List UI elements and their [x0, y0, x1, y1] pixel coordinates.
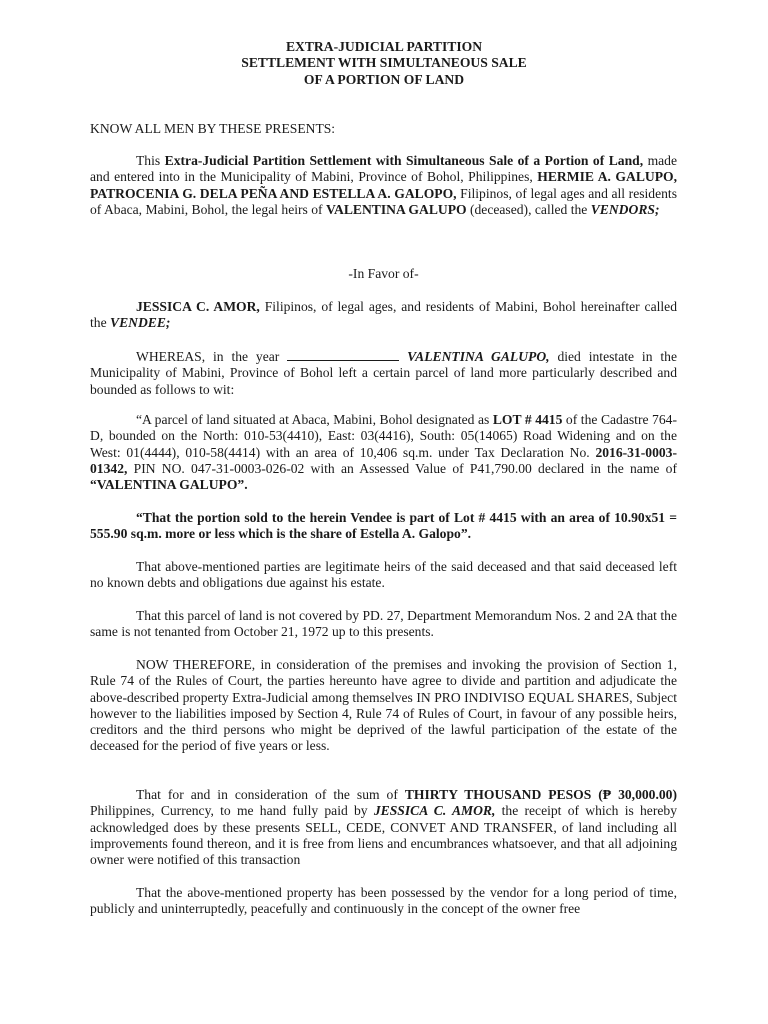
title-line-1: EXTRA-JUDICIAL PARTITION — [285, 39, 483, 54]
paragraph-now-therefore: NOW THEREFORE, in consideration of the premises and invoking the provision of Section 1, Rule 74 of the Rules of Court, the parties hereunto have agree to divide and partition and adjudicate the above-described property Extra-Judicial among themselves IN PRO INDIVISO EQUAL SHARES, Subject however to the liabilities imposed by Section 4, Rule 74 of Rules of Court, in favour of any possible heirs, creditors and the third persons who might be deprived of the lawful participation of the estate of the deceased for the period of five years or less. — [90, 657, 677, 754]
title-line-3: OF A PORTION OF LAND — [303, 71, 465, 87]
paragraph-consideration: That for and in consideration of the sum of THIRTY THOUSAND PESOS (₱ 30,000.00) Philippines, Currency, to me hand fully paid by JESSICA C. AMOR, the receipt of which is hereby acknowledged does by these presents SELL, CEDE, CONVET AND TRANSFER, of land including all improvements found thereon, and it is free from liens and encumbrances whatsoever, and that all adjoining owner were notified of this transaction — [90, 787, 677, 868]
paragraph-vendee: JESSICA C. AMOR, Filipinos, of legal ages, and residents of Mabini, Bohol hereinafter called the VENDEE; — [90, 299, 677, 331]
document-title — [0, 39, 768, 88]
paragraph-portion-sold: “That the portion sold to the herein Vendee is part of Lot # 4415 with an area of 10.90x51 = 555.90 sq.m. more or less which is the share of Estella A. Galopo”. — [90, 510, 677, 542]
paragraph-land-description: “A parcel of land situated at Abaca, Mabini, Bohol designated as LOT # 4415 of the Cadastre 764-D, bounded on the North: 010-53(4410), East: 03(4416), South: 05(14065) Road Widening and on the West: 01(4444), 010-58(4414) with an area of 10,406 sq.m. under Tax Declaration No. 2016-31-0003-01342, PIN NO. 047-31-0003-026-02 with an Assessed Value of P41,790.00 declared in the name of “VALENTINA GALUPO”. — [90, 412, 677, 493]
paragraph-legitimate-heirs: That above-mentioned parties are legitimate heirs of the said deceased and that said deceased left no known debts and obligations due against his estate. — [90, 559, 677, 591]
paragraph-whereas: WHEREAS, in the year VALENTINA GALUPO, died intestate in the Municipality of Mabini, Province of Bohol left a certain parcel of land more particularly described and bounded as follows to wit: — [90, 349, 677, 397]
year-blank-line — [287, 348, 399, 361]
in-favor-of-line: -In Favor of- — [348, 266, 419, 281]
title-line-2: SETTLEMENT WITH SIMULTANEOUS SALE — [241, 55, 527, 71]
paragraph-not-covered: That this parcel of land is not covered by PD. 27, Department Memorandum Nos. 2 and 2A that the same is not tenanted from October 21, 1972 up to this presents. — [90, 608, 677, 640]
paragraph-possession: That the above-mentioned property has been possessed by the vendor for a long period of time, publicly and uninterruptedly, peacefully and continuously in the concept of the owner free — [90, 885, 677, 917]
paragraph-parties-vendors: This Extra-Judicial Partition Settlement with Simultaneous Sale of a Portion of Land, made and entered into in the Municipality of Mabini, Province of Bohol, Philippines, HERMIE A. GALUPO, PATROCENIA G. DELA PEÑA AND ESTELLA A. GALOPO, Filipinos, of legal ages and all residents of Abaca, Mabini, Bohol, the legal heirs of VALENTINA GALUPO (deceased), called the VENDORS; — [90, 153, 678, 217]
intro-line: KNOW ALL MEN BY THESE PRESENTS: — [90, 121, 336, 136]
